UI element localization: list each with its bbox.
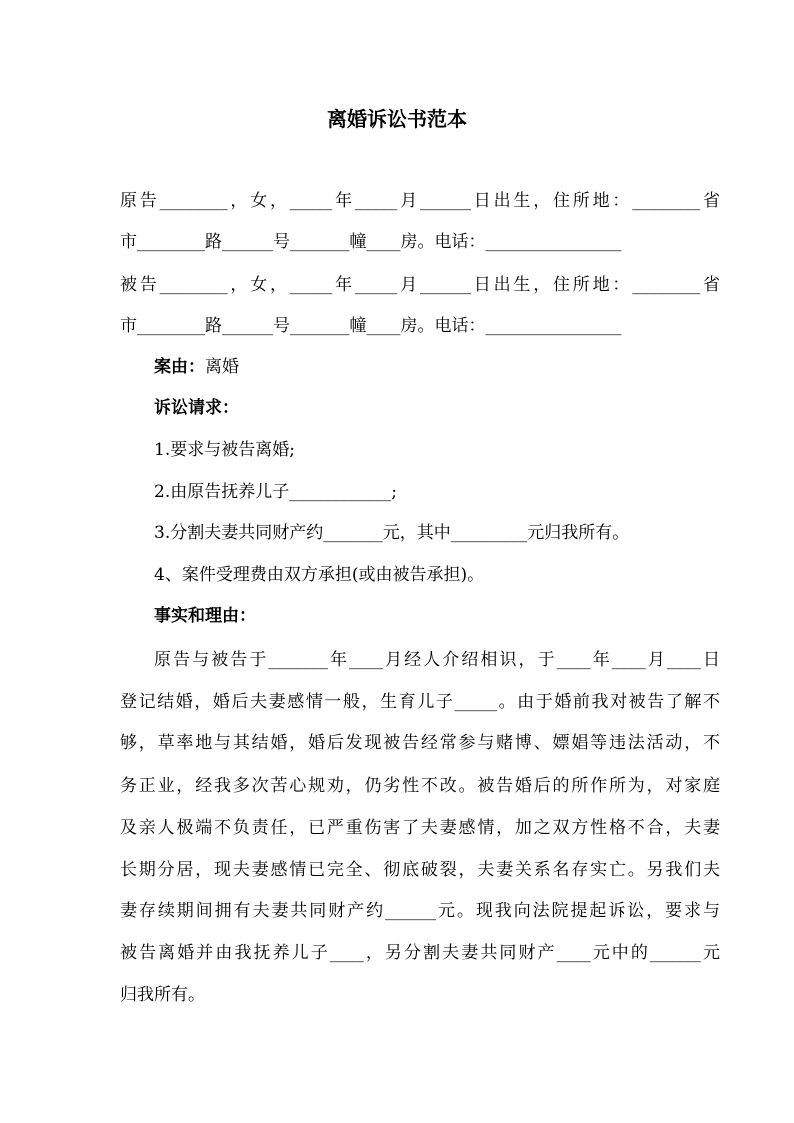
facts-line: 被告离婚并由我抚养儿子____，另分割夫妻共同财产____元中的______元 [120,943,720,963]
plaintiff-line-1: 原告________，女，_____年_____月______日出生，住所地：________省 [120,191,720,211]
cause-value: 离婚 [205,357,239,377]
claim-item: 2.由原告抚养儿子____________; [154,482,397,502]
claim-item: 1.要求与被告离婚; [154,440,295,460]
facts-line: 够，草率地与其结婚，婚后发现被告经常参与赌博、嫖娼等违法活动，不 [120,733,720,753]
cause-label: 案由： [154,357,205,377]
facts-heading [154,606,720,626]
claim-item: 3.分割夫妻共同财产约_______元，其中_________元归我所有。 [154,523,630,543]
defendant-line-2: 市________路______号_______幢____房。电话：________________ [120,316,622,336]
facts-line: 登记结婚，婚后夫妻感情一般，生育儿子_____。由于婚前我对被告了解不 [120,692,720,712]
facts-line: 妻存续期间拥有夫妻共同财产约______元。现我向法院提起诉讼，要求与 [120,901,720,921]
claims-heading-text: 诉讼请求： [154,398,239,418]
facts-line: 归我所有。 [120,985,205,1005]
facts-line: 长期分居，现夫妻感情已完全、彻底破裂，夫妻关系名存实亡。另我们夫 [120,860,720,880]
claim-item: 4、案件受理费由双方承担(或由被告承担)。 [154,565,485,585]
facts-heading-text: 事实和理由： [154,606,256,626]
defendant-line-1: 被告________，女，_____年_____月______日出生，住所地：________省 [120,275,720,295]
document-title: 离婚诉讼书范本 [327,107,467,131]
facts-line: 原告与被告于_______年____月经人介绍相识，于____年____月____日 [154,650,720,670]
cause-of-action [154,357,720,377]
claims-heading [154,398,720,418]
facts-line: 及亲人极端不负责任，已严重伤害了夫妻感情，加之双方性格不合，夫妻 [120,818,720,838]
plaintiff-line-2: 市________路______号_______幢____房。电话：________________ [120,232,622,252]
facts-line: 务正业，经我多次苦心规劝，仍劣性不改。被告婚后的所作所为，对家庭 [120,776,720,796]
